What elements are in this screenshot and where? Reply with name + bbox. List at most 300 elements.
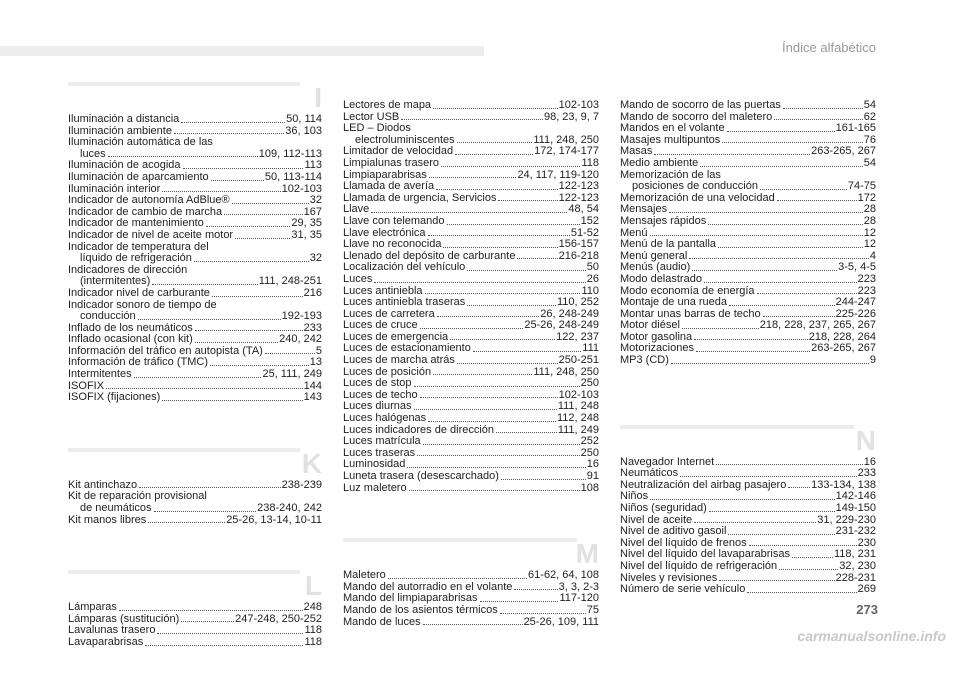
entry-term: Luces halógenas <box>343 412 427 425</box>
dot-leader <box>106 388 303 389</box>
entry-term: LED – Diodos <box>343 122 411 135</box>
entry-term: Llamada de avería <box>343 180 435 193</box>
entry-term: conducción <box>80 310 136 323</box>
dot-leader <box>211 180 264 181</box>
entry-pages: 133-134, 138 <box>811 478 876 491</box>
entry-pages: 74-75 <box>847 180 876 193</box>
entry-pages: 9 <box>869 354 876 367</box>
header-bar <box>0 46 484 56</box>
index-entry <box>343 297 599 309</box>
entry-term: Nivel del líquido de frenos <box>620 536 747 549</box>
dot-leader <box>447 224 580 225</box>
index-entry <box>620 158 876 170</box>
entry-pages: 269 <box>857 583 876 596</box>
dot-leader <box>467 305 556 306</box>
entry-pages: 75 <box>586 603 599 616</box>
entry-pages: 50, 113-114 <box>264 170 322 183</box>
index-section-m <box>343 530 599 628</box>
entry-pages: 111, 248-251 <box>258 275 322 288</box>
dot-leader <box>760 189 847 190</box>
entry-pages: 263-265, 267 <box>811 145 876 158</box>
section-letter: K <box>301 447 322 479</box>
dot-leader <box>716 464 863 465</box>
dot-leader <box>195 330 303 331</box>
entry-term: Indicadores de dirección <box>68 263 188 276</box>
entry-pages: 62 <box>863 110 876 123</box>
entry-pages: 112, 248 <box>556 412 599 425</box>
entry-pages: 248 <box>303 601 322 614</box>
dot-leader <box>108 156 258 157</box>
dot-leader <box>496 432 557 433</box>
entry-term: Kit antinchazo <box>68 478 138 491</box>
section-divider <box>343 538 577 542</box>
entry-pages: 28 <box>863 203 876 216</box>
dot-leader <box>774 119 863 120</box>
entry-term: Menú general <box>620 249 688 262</box>
entry-term: Masas <box>620 145 653 158</box>
index-column-1 <box>68 74 322 685</box>
index-entry <box>620 239 876 251</box>
entry-pages: 156-157 <box>558 238 599 251</box>
entry-pages: 233 <box>857 467 876 480</box>
entry-pages: 5 <box>315 344 322 357</box>
index-entry <box>343 617 599 629</box>
dot-leader <box>722 142 862 143</box>
dot-leader <box>423 624 523 625</box>
index-entry <box>68 637 322 649</box>
index-entry <box>343 181 599 193</box>
entry-list <box>620 457 876 596</box>
entry-pages: 250 <box>580 446 599 459</box>
entry-term: Mando de socorro de las puertas <box>620 99 781 111</box>
index-entry <box>620 503 876 515</box>
entry-term: Niveles y revisiones <box>620 571 718 584</box>
dot-leader <box>235 238 290 239</box>
index-entry <box>68 253 322 265</box>
entry-term: Memorización de una velocidad <box>620 191 775 204</box>
entry-term: Lavaparabrisas <box>68 636 144 648</box>
dot-leader <box>704 282 857 283</box>
section-divider <box>68 82 300 86</box>
dot-leader <box>719 580 834 581</box>
entry-term: Luces antiniebla traseras <box>343 296 466 309</box>
section-letter: N <box>855 424 876 456</box>
index-section-l <box>68 562 322 648</box>
entry-pages: 111, 248, 250 <box>533 133 599 146</box>
entry-pages: 216 <box>303 286 322 299</box>
index-entry <box>68 515 322 527</box>
index-column-3 <box>620 100 876 632</box>
entry-term: Niños (seguridad) <box>620 502 707 515</box>
dot-leader <box>210 365 309 366</box>
section-header <box>68 74 322 113</box>
entry-pages: 61-62, 64, 108 <box>528 569 599 582</box>
index-entry <box>68 311 322 323</box>
entry-list <box>343 570 599 628</box>
dot-leader <box>480 601 559 602</box>
dot-leader <box>414 386 580 387</box>
entry-pages: 225-226 <box>835 307 876 320</box>
entry-pages: 228-231 <box>835 571 876 584</box>
entry-pages: 50, 114 <box>286 113 322 125</box>
entry-pages: 32 <box>309 252 322 265</box>
section-letter: L <box>304 570 322 602</box>
entry-pages: 108 <box>580 481 599 494</box>
entry-pages: 32, 230 <box>839 560 876 572</box>
entry-list <box>68 114 322 404</box>
dot-leader <box>682 328 759 329</box>
section-header <box>68 440 322 479</box>
dot-leader <box>194 261 309 262</box>
index-entry <box>620 216 876 228</box>
entry-pages: 244-247 <box>835 296 876 309</box>
index-entry <box>343 274 599 286</box>
dot-leader <box>669 212 863 213</box>
dot-leader <box>181 122 285 123</box>
index-section-continued <box>343 100 599 494</box>
dot-leader <box>139 487 281 488</box>
index-entry <box>68 392 322 404</box>
dot-leader <box>708 224 863 225</box>
entry-pages: 167 <box>303 205 322 218</box>
dot-leader <box>694 339 808 340</box>
entry-term: Llamada de urgencia, Servicios <box>343 191 497 204</box>
entry-term: Menús (audio) <box>620 261 691 274</box>
dot-leader <box>437 316 540 317</box>
dot-leader <box>467 270 585 271</box>
entry-term: Menú de la pantalla <box>620 238 717 251</box>
entry-term: líquido de refrigeración <box>80 252 192 265</box>
entry-pages: 26 <box>586 272 599 285</box>
dot-leader <box>696 351 810 352</box>
entry-pages: 48, 54 <box>568 203 599 216</box>
dot-leader <box>162 191 280 192</box>
entry-pages: 25, 111, 249 <box>262 368 322 381</box>
index-entry <box>620 274 876 286</box>
dot-leader <box>409 490 580 491</box>
entry-term: Indicador nivel de carburante <box>68 286 210 299</box>
entry-pages: 122, 237 <box>556 330 599 343</box>
entry-pages: 102-103 <box>558 99 599 111</box>
entry-pages: 51-52 <box>570 226 599 239</box>
entry-term: (intermitentes) <box>80 275 151 288</box>
entry-term: Localización del vehículo <box>343 261 466 274</box>
entry-term: Inflado de los neumáticos <box>68 321 193 334</box>
entry-pages: 12 <box>863 226 876 239</box>
entry-term: luces <box>80 147 106 160</box>
section-letter: M <box>575 538 599 570</box>
entry-pages: 118 <box>581 156 599 169</box>
entry-term: Motor diésel <box>620 319 680 332</box>
dot-leader <box>500 613 586 614</box>
dot-leader <box>455 154 533 155</box>
entry-term: Maletero <box>343 569 386 582</box>
entry-pages: 111 <box>582 342 599 355</box>
entry-term: Montar unas barras de techo <box>620 307 761 320</box>
entry-term: Nivel del líquido del lavaparabrisas <box>620 548 790 561</box>
entry-term: Luces antiniebla <box>343 284 423 297</box>
dot-leader <box>152 284 258 285</box>
entry-pages: 223 <box>857 272 876 285</box>
entry-term: Montaje de una rueda <box>620 296 728 309</box>
entry-pages: 238-239 <box>281 478 322 491</box>
entry-term: Limpialunas trasero <box>343 156 439 169</box>
entry-term: Iluminación ambiente <box>68 124 172 137</box>
dot-leader <box>428 421 556 422</box>
entry-term: Indicador de mantenimiento <box>68 217 204 230</box>
dot-leader <box>148 522 225 523</box>
dot-leader <box>749 545 857 546</box>
entry-term: Iluminación automática de las <box>68 136 213 149</box>
index-entry <box>343 193 599 205</box>
entry-list <box>620 100 876 367</box>
entry-term: Mando del limpiaparabrisas <box>343 592 478 605</box>
entry-term: Menú <box>620 226 648 239</box>
index-entry <box>620 584 876 596</box>
dot-leader <box>671 363 869 364</box>
entry-pages: 16 <box>863 455 876 468</box>
entry-pages: 54 <box>863 156 876 169</box>
dot-leader <box>181 621 234 622</box>
dot-leader <box>436 189 558 190</box>
dot-leader <box>388 578 527 579</box>
entry-term: Llave no reconocida <box>343 238 442 251</box>
index-entry <box>343 158 599 170</box>
entry-term: Luces de stop <box>343 377 412 390</box>
dot-leader <box>517 258 557 259</box>
entry-term: Mando de socorro del maletero <box>620 110 773 123</box>
dot-leader <box>654 154 810 155</box>
entry-pages: 118, 231 <box>833 548 876 561</box>
entry-term: Luz maletero <box>343 481 407 494</box>
entry-term: Lavalunas trasero <box>68 624 156 637</box>
entry-term: Luces de emergencia <box>343 330 449 343</box>
entry-term: posiciones de conducción <box>632 180 758 193</box>
entry-list <box>343 100 599 494</box>
entry-pages: 238-240, 242 <box>257 502 322 515</box>
dot-leader <box>514 589 557 590</box>
entry-term: Kit de reparación provisional <box>68 490 207 503</box>
entry-term: Número de serie vehículo <box>620 583 746 596</box>
dot-leader <box>407 467 585 468</box>
dot-leader <box>206 226 291 227</box>
index-entry <box>620 355 876 367</box>
entry-term: Navegador Internet <box>620 455 715 468</box>
entry-pages: 29, 35 <box>291 217 322 230</box>
entry-pages: 223 <box>857 284 876 297</box>
dot-leader <box>433 108 558 109</box>
entry-pages: 149-150 <box>835 502 876 515</box>
index-entry <box>343 239 599 251</box>
entry-term: Luces de marcha atrás <box>343 354 455 367</box>
entry-term: Mando de los asientos térmicos <box>343 603 498 616</box>
entry-pages: 16 <box>586 458 599 471</box>
dot-leader <box>134 377 262 378</box>
dot-leader <box>429 177 517 178</box>
entry-term: Luces diurnas <box>343 400 412 413</box>
entry-pages: 230 <box>857 536 876 549</box>
entry-pages: 113 <box>304 159 322 172</box>
entry-pages: 13 <box>309 356 322 369</box>
entry-pages: 111, 248, 250 <box>533 365 599 378</box>
index-entry <box>620 100 876 112</box>
index-column-2 <box>343 100 599 664</box>
entry-term: Luneta trasera (desescarchado) <box>343 470 499 482</box>
entry-pages: 143 <box>303 391 322 404</box>
entry-pages: 142-146 <box>835 490 876 503</box>
entry-term: Indicador de autonomía AdBlue® <box>68 194 230 207</box>
entry-pages: 76 <box>863 133 876 146</box>
entry-term: Niños <box>620 490 649 503</box>
entry-term: Llenado del depósito de carburante <box>343 249 516 262</box>
entry-term: Indicador sonoro de tiempo de <box>68 298 217 311</box>
entry-pages: 31, 229-230 <box>817 513 876 526</box>
entry-pages: 25-26, 13-14, 10-11 <box>226 513 322 526</box>
dot-leader <box>457 363 558 364</box>
entry-pages: 252 <box>580 435 599 448</box>
index-entry <box>68 195 322 207</box>
entry-pages: 231-232 <box>835 525 876 538</box>
dot-leader <box>401 119 543 120</box>
entry-term: Neumáticos <box>620 467 679 480</box>
entry-term: Luces de carretera <box>343 307 435 320</box>
entry-pages: 25-26, 109, 111 <box>523 615 599 628</box>
dot-leader <box>212 296 303 297</box>
section-header <box>620 417 876 456</box>
dot-leader <box>757 293 857 294</box>
entry-term: Indicador de cambio de marcha <box>68 205 223 218</box>
dot-leader <box>420 397 558 398</box>
index-entry <box>343 216 599 228</box>
section-divider <box>68 570 300 574</box>
entry-pages: 32 <box>309 194 322 207</box>
entry-pages: 4 <box>869 249 876 262</box>
index-section-i <box>68 74 322 404</box>
entry-list <box>68 602 322 648</box>
entry-term: Luces indicadores de dirección <box>343 423 495 436</box>
entry-term: Modo economía de energía <box>620 284 755 297</box>
index-section-n <box>620 417 876 596</box>
entry-term: Llave con telemando <box>343 214 445 227</box>
entry-term: Lámparas <box>68 601 117 614</box>
entry-term: Limitador de velocidad <box>343 145 454 158</box>
entry-pages: 110 <box>581 284 599 297</box>
dot-leader <box>374 282 585 283</box>
dot-leader <box>650 235 863 236</box>
entry-pages: 247-248, 250-252 <box>235 612 322 625</box>
entry-term: Medio ambiente <box>620 156 699 169</box>
index-entry <box>68 230 322 242</box>
entry-term: Lámparas (sustitución) <box>68 612 180 625</box>
entry-term: Neutralización del airbag pasajero <box>620 478 787 491</box>
entry-pages: 122-123 <box>558 180 599 193</box>
entry-term: Información de tráfico (TMC) <box>68 356 208 369</box>
dot-leader <box>680 476 857 477</box>
entry-term: Luces de posición <box>343 365 432 378</box>
entry-pages: 28 <box>863 214 876 227</box>
dot-leader <box>788 487 810 488</box>
dot-leader <box>783 108 863 109</box>
entry-pages: 12 <box>863 238 876 251</box>
entry-term: Indicador de nivel de aceite motor <box>68 228 234 241</box>
entry-term: Nivel del líquido de refrigeración <box>620 560 778 572</box>
index-entry <box>343 100 599 112</box>
dot-leader <box>501 479 586 480</box>
dot-leader <box>420 328 524 329</box>
entry-term: Lectores de mapa <box>343 99 432 111</box>
dot-leader <box>425 293 581 294</box>
entry-term: Kit manos libres <box>68 513 147 526</box>
entry-pages: 240, 242 <box>279 333 322 346</box>
dot-leader <box>779 569 838 570</box>
dot-leader <box>792 557 833 558</box>
entry-pages: 50 <box>586 261 599 274</box>
entry-pages: 98, 23, 9, 7 <box>543 110 599 123</box>
page-header-title: Índice alfabético <box>782 40 876 55</box>
dot-leader <box>433 374 532 375</box>
dot-leader <box>457 142 533 143</box>
index-entry <box>620 297 876 309</box>
index-entry <box>620 561 876 573</box>
entry-pages: 111, 249 <box>557 423 599 436</box>
entry-pages: 24, 117, 119-120 <box>517 168 599 181</box>
dot-leader <box>747 592 856 593</box>
dot-leader <box>417 455 579 456</box>
entry-pages: 118 <box>304 624 322 637</box>
dot-leader <box>650 499 835 500</box>
dot-leader <box>162 400 302 401</box>
entry-term: Luces de estacionamiento <box>343 342 471 355</box>
section-letter: I <box>314 82 322 113</box>
dot-leader <box>423 444 580 445</box>
entry-pages: 233 <box>303 321 322 334</box>
entry-pages: 54 <box>863 99 876 111</box>
entry-pages: 102-103 <box>281 182 322 195</box>
dot-leader <box>777 200 857 201</box>
entry-pages: 109, 112-113 <box>258 147 322 160</box>
dot-leader <box>157 633 303 634</box>
entry-term: ISOFIX (fijaciones) <box>68 391 161 404</box>
watermark-logo: carmanualsonline.info <box>797 628 946 644</box>
dot-leader <box>428 235 570 236</box>
dot-leader <box>119 610 303 611</box>
entry-pages: 250-251 <box>558 354 599 367</box>
page-number: 273 <box>856 602 878 617</box>
entry-term: Mensajes rápidos <box>620 214 707 227</box>
entry-term: Lector USB <box>343 110 400 123</box>
index-entry <box>343 605 599 617</box>
entry-pages: 172 <box>857 191 876 204</box>
section-header <box>68 562 322 602</box>
entry-pages: 172, 174-177 <box>534 145 599 158</box>
dot-leader <box>709 511 835 512</box>
index-entry <box>343 483 599 495</box>
entry-pages: 110, 252 <box>556 296 599 309</box>
entry-term: Modo delastrado <box>620 272 702 285</box>
section-divider <box>620 425 854 429</box>
entry-pages: 91 <box>586 470 599 482</box>
dot-leader <box>763 316 835 317</box>
entry-pages: 102-103 <box>558 388 599 401</box>
entry-term: Motor gasolina <box>620 330 693 343</box>
entry-term: Iluminación de aparcamiento <box>68 170 209 183</box>
entry-term: Iluminación interior <box>68 182 161 195</box>
dot-leader <box>729 305 835 306</box>
entry-list <box>68 480 322 526</box>
index-section-k <box>68 440 322 526</box>
dot-leader <box>692 270 837 271</box>
entry-pages: 144 <box>303 379 322 392</box>
